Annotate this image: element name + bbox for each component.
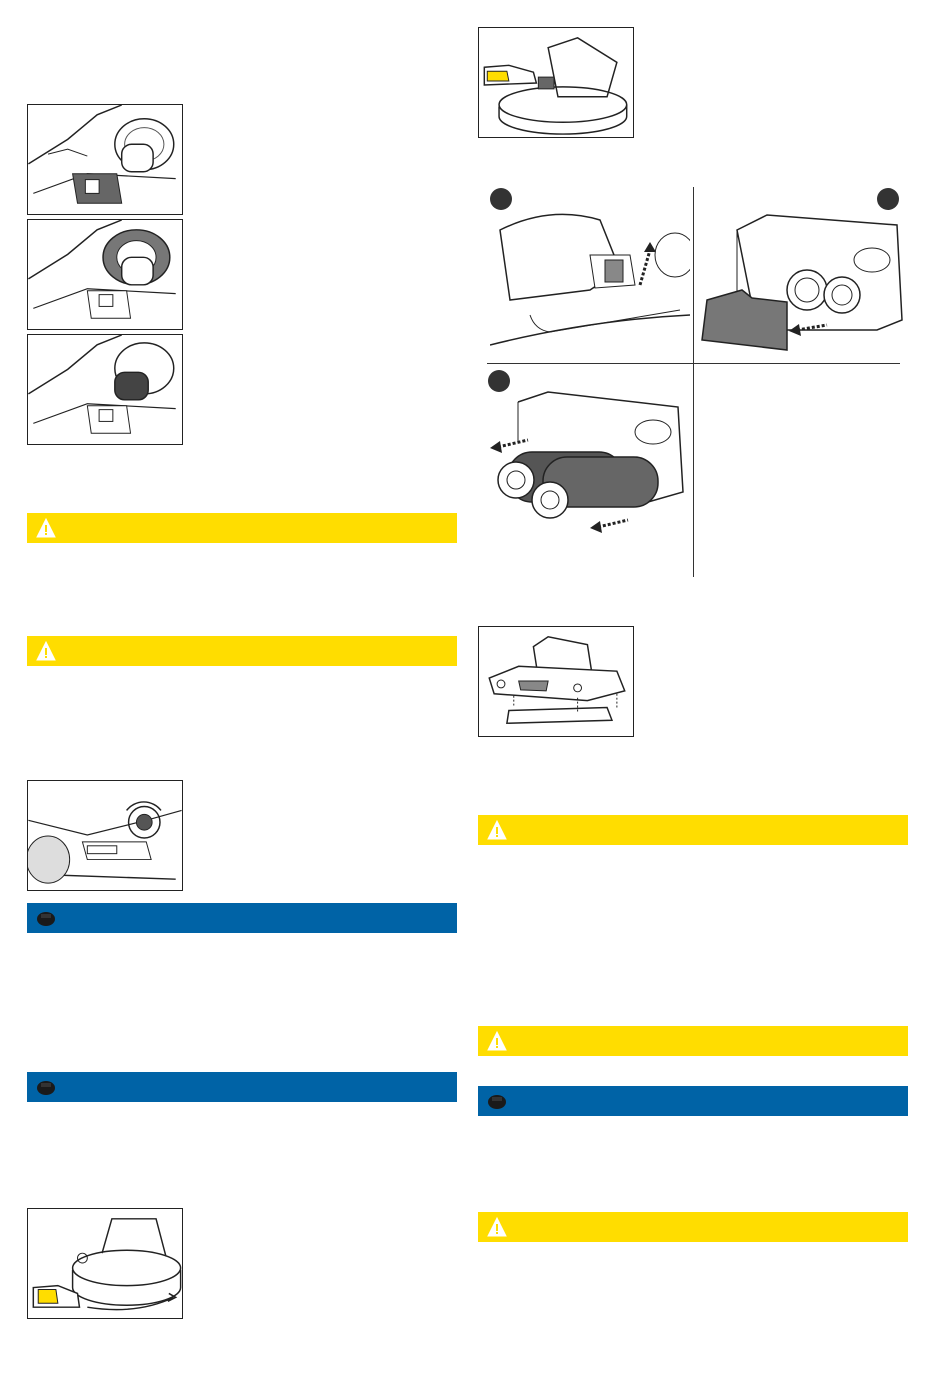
hand-note-icon bbox=[486, 1090, 508, 1112]
latch-release-illustration bbox=[490, 190, 690, 355]
warning-bar bbox=[478, 1026, 908, 1056]
roller-brushes-illustration bbox=[488, 372, 690, 547]
warning-triangle-icon bbox=[486, 1030, 508, 1052]
note-bar bbox=[27, 903, 457, 933]
adjustment-knob-illustration bbox=[28, 781, 182, 890]
warning-bar bbox=[478, 1212, 908, 1242]
note-bar bbox=[27, 1072, 457, 1102]
vacuum-filter-illustration bbox=[28, 220, 182, 329]
panel-divider-vertical bbox=[693, 187, 694, 577]
filter-removal-figure-1 bbox=[27, 104, 183, 215]
vacuum-filter-illustration bbox=[28, 335, 182, 444]
warning-triangle-icon bbox=[486, 1216, 508, 1238]
filter-removal-figure-3 bbox=[27, 334, 183, 445]
vacuum-filter-illustration bbox=[28, 105, 182, 214]
brush-adjust-figure bbox=[27, 780, 183, 891]
cleaning-pad-illustration bbox=[479, 627, 633, 736]
note-bar bbox=[478, 1086, 908, 1116]
warning-bar bbox=[27, 636, 457, 666]
warning-bar bbox=[478, 815, 908, 845]
foot-rotate-figure bbox=[27, 1208, 183, 1319]
foot-press-figure bbox=[478, 27, 634, 138]
panel-divider-horizontal bbox=[487, 363, 900, 364]
warning-triangle-icon bbox=[35, 640, 57, 662]
warning-triangle-icon bbox=[486, 819, 508, 841]
foot-pedal-illustration bbox=[28, 1209, 182, 1318]
brush-step-2-panel bbox=[697, 190, 907, 355]
filter-removal-figure-2 bbox=[27, 219, 183, 330]
brush-step-3-panel bbox=[488, 372, 690, 547]
warning-triangle-icon bbox=[35, 517, 57, 539]
warning-bar bbox=[27, 513, 457, 543]
brush-step-1-panel bbox=[490, 190, 690, 355]
hand-note-icon bbox=[35, 907, 57, 929]
side-cover-illustration bbox=[697, 190, 907, 355]
foot-pedal-illustration bbox=[479, 28, 633, 137]
pad-attach-figure bbox=[478, 626, 634, 737]
hand-note-icon bbox=[35, 1076, 57, 1098]
